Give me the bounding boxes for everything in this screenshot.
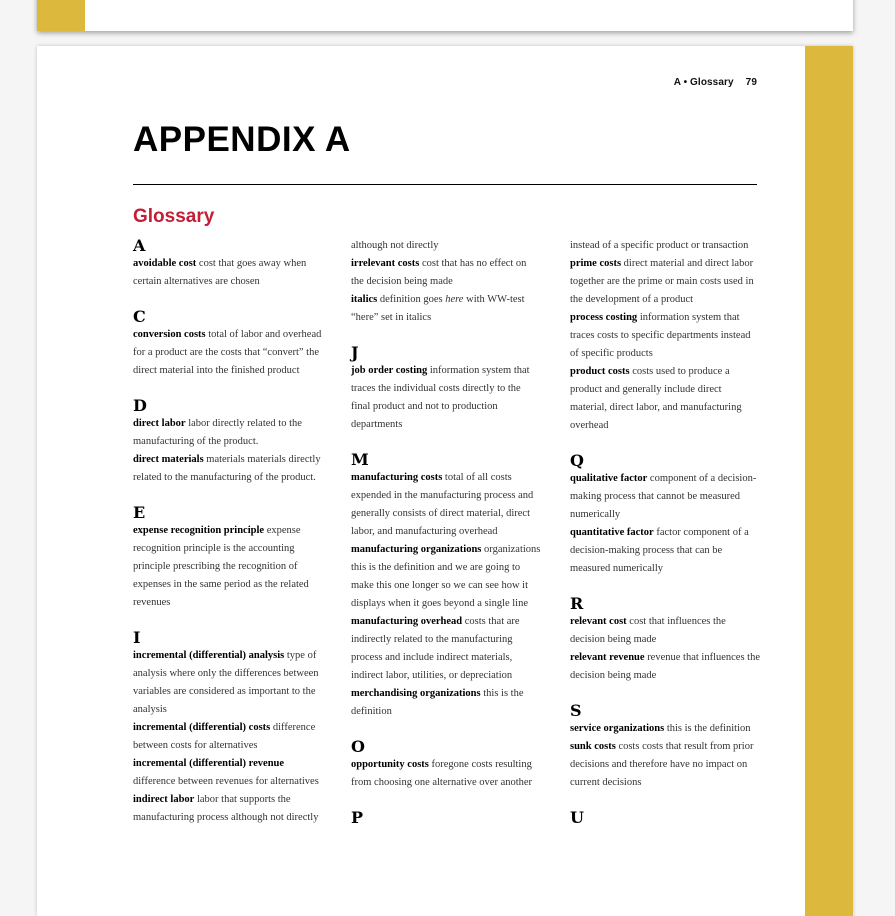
glossary-entry <box>351 255 541 291</box>
current-page <box>37 46 853 916</box>
glossary-entry <box>133 451 323 487</box>
glossary-definition: information system that traces costs to specific departments instead of specific products <box>570 312 751 359</box>
glossary-entry <box>351 291 541 327</box>
group-spacer <box>570 435 760 452</box>
group-spacer <box>133 291 323 308</box>
glossary-definition: difference between revenues for alternatives <box>133 776 319 787</box>
group-spacer <box>570 792 760 809</box>
letter-heading: I <box>133 628 141 647</box>
letter-heading: S <box>570 701 582 720</box>
glossary-entry <box>351 685 541 721</box>
glossary-definition: cost that goes away when certain alternatives are chosen <box>133 258 307 287</box>
glossary-definition: total of all costs expended in the manufacturing process and generally consists of direct material, direct labor, and manufacturing overhead <box>351 472 534 537</box>
group-spacer <box>133 380 323 397</box>
glossary-definition: type of analysis where only the differences between variables are considered as important to the analysis <box>133 650 319 715</box>
glossary-definition: component of a decision-making process that cannot be measured numerically <box>570 473 757 520</box>
glossary-term: incremental (differential) revenue <box>133 758 285 769</box>
glossary-term: process costing <box>570 312 638 323</box>
glossary-entry <box>351 541 541 613</box>
glossary-entry <box>570 649 760 685</box>
previous-page <box>37 0 853 31</box>
glossary-term: relevant revenue <box>570 652 645 663</box>
glossary-entry <box>570 309 760 363</box>
glossary-term: prime costs <box>570 258 622 269</box>
glossary-term: manufacturing overhead <box>351 616 463 627</box>
glossary-definition: information system that traces the individual costs directly to the final product and not to production departments <box>351 365 530 430</box>
glossary-entry <box>133 522 323 612</box>
glossary-term: opportunity costs <box>351 759 429 770</box>
glossary-entry <box>133 719 323 755</box>
glossary-entry <box>133 255 323 291</box>
glossary-term: conversion costs <box>133 329 206 340</box>
glossary-term: incremental (differential) costs <box>133 722 271 733</box>
glossary-term: manufacturing organizations <box>351 544 482 555</box>
glossary-term: quantitative factor <box>570 527 654 538</box>
page-number: 79 <box>745 77 757 88</box>
glossary-term: italics <box>351 294 378 305</box>
glossary-entry <box>133 326 323 380</box>
group-spacer <box>570 685 760 702</box>
glossary-term: service organizations <box>570 723 665 734</box>
glossary-definition: labor that supports the manufacturing process although not directly <box>133 794 319 823</box>
letter-heading: A <box>133 236 146 255</box>
glossary-entry <box>570 470 760 524</box>
group-spacer <box>351 792 541 809</box>
glossary-term: merchandising organizations <box>351 688 481 699</box>
glossary-definition: labor directly related to the manufacturing of the product. <box>133 418 302 447</box>
glossary-column-1 <box>133 237 323 827</box>
letter-heading: D <box>133 396 147 415</box>
glossary-definition: cost that influences the decision being made <box>570 616 726 645</box>
group-spacer <box>351 327 541 344</box>
letter-heading: R <box>570 594 584 613</box>
glossary-entry <box>133 791 323 827</box>
glossary-entry <box>133 755 323 791</box>
glossary-definition: this is the definition <box>666 723 751 734</box>
glossary-entry <box>570 738 760 792</box>
letter-heading: C <box>133 307 146 326</box>
glossary-definition: factor component of a decision-making process that can be measured numerically <box>570 527 749 574</box>
glossary-definition: costs that are indirectly related to the manufacturing process and include indirect materials, indirect labor, utilities, or depreciation <box>351 616 520 681</box>
glossary-entry-continuation: although not directly <box>351 240 439 251</box>
glossary-entry <box>570 363 760 435</box>
glossary-column-2 <box>351 237 541 827</box>
letter-heading: P <box>351 808 364 827</box>
glossary-entry <box>351 469 541 541</box>
glossary-entry <box>351 362 541 434</box>
glossary-term: qualitative factor <box>570 473 648 484</box>
group-spacer <box>351 434 541 451</box>
glossary-definition: foregone costs resulting from choosing one alternative over another <box>351 759 533 788</box>
letter-heading: Q <box>570 451 584 470</box>
chapter-title: APPENDIX A <box>133 120 351 159</box>
glossary-definition: total of labor and overhead for a product are the costs that “convert” the direct material into the finished product <box>133 329 322 376</box>
glossary-entry <box>351 613 541 685</box>
glossary-term: sunk costs <box>570 741 616 752</box>
glossary-definition: expense recognition principle is the accounting principle prescribing the recognition of expenses in the same period as the related revenues <box>133 525 309 608</box>
glossary-definition: difference between costs for alternatives <box>133 722 316 751</box>
glossary-term: indirect labor <box>133 794 195 805</box>
glossary-definition: this is the definition <box>351 688 524 717</box>
glossary-definition: definition goes <box>379 294 443 305</box>
section-title: Glossary <box>133 206 215 227</box>
glossary-definition: organizations this is the definition and we are going to make this one longer so we can see how it displays when it goes beyond a single line <box>351 544 541 609</box>
glossary-term: incremental (differential) analysis <box>133 650 285 661</box>
group-spacer <box>570 578 760 595</box>
glossary-term: direct labor <box>133 418 186 429</box>
glossary-entry <box>570 613 760 649</box>
group-spacer <box>133 487 323 504</box>
group-spacer <box>133 612 323 629</box>
letter-heading: E <box>133 503 146 522</box>
title-rule <box>133 184 757 185</box>
glossary-definition-italic: here <box>445 294 464 305</box>
glossary-entry-continuation: instead of a specific product or transaction <box>570 240 749 251</box>
page-color-band <box>805 46 853 916</box>
glossary-definition: direct material and direct labor together are the prime or main costs used in the development of a product <box>570 258 754 305</box>
glossary-term: product costs <box>570 366 630 377</box>
group-spacer <box>351 721 541 738</box>
glossary-definition: costs costs that result from prior decisions and therefore have no impact on current decisions <box>570 741 754 788</box>
glossary-entry <box>570 255 760 309</box>
glossary-term: manufacturing costs <box>351 472 443 483</box>
glossary-column-3 <box>570 237 760 827</box>
glossary-term: expense recognition principle <box>133 525 265 536</box>
glossary-term: job order costing <box>351 365 428 376</box>
glossary-term: avoidable cost <box>133 258 197 269</box>
glossary-entry <box>351 756 541 792</box>
glossary-definition: cost that has no effect on the decision being made <box>351 258 527 287</box>
letter-heading: J <box>351 343 359 362</box>
glossary-entry <box>570 524 760 578</box>
glossary-entry <box>570 720 760 738</box>
letter-heading: U <box>570 808 584 827</box>
glossary-definition: revenue that influences the decision being made <box>570 652 761 681</box>
glossary-definition: with WW-test “here” set in italics <box>351 294 525 323</box>
glossary-definition: materials materials directly related to the manufacturing of the product. <box>133 454 321 483</box>
glossary-definition: costs used to produce a product and generally include direct material, direct labor, and manufacturing overhead <box>570 366 742 431</box>
glossary-term: relevant cost <box>570 616 627 627</box>
glossary-entry <box>133 647 323 719</box>
running-head-section: A • Glossary <box>673 77 734 88</box>
letter-heading: M <box>351 450 369 469</box>
page-color-band <box>37 0 85 31</box>
letter-heading: O <box>351 737 365 756</box>
glossary-term: irrelevant costs <box>351 258 420 269</box>
running-head <box>674 77 757 88</box>
glossary-term: direct materials <box>133 454 204 465</box>
glossary-entry <box>133 415 323 451</box>
